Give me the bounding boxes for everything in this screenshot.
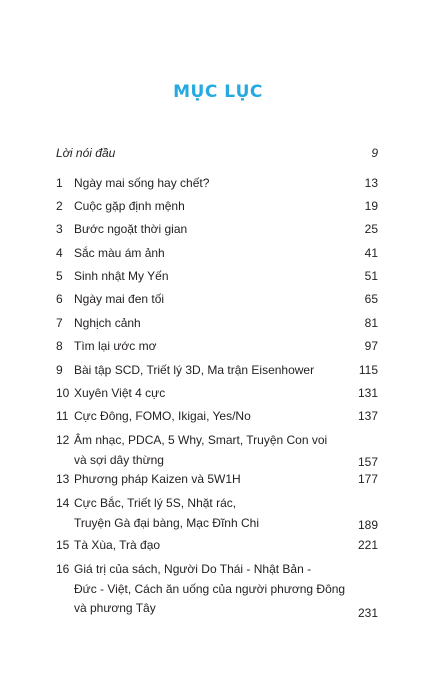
- page-number: 177: [357, 472, 378, 487]
- page-number: 13: [364, 176, 378, 191]
- chapter-title: [74, 315, 346, 334]
- toc-entry[interactable]: [56, 362, 378, 379]
- page-number: 51: [364, 269, 378, 284]
- chapter-title: [74, 291, 346, 310]
- chapter-title-line: Âm nhạc, PDCA, 5 Why, Smart, Truyện Con voi: [74, 433, 328, 448]
- page-number: 221: [357, 538, 378, 553]
- page-number: 157: [357, 455, 378, 470]
- toc-entry[interactable]: [56, 268, 378, 285]
- preface-page-number: 9: [371, 146, 378, 160]
- chapter-title-line: Tìm lại ước mơ: [74, 339, 157, 354]
- chapter-title-line: Xuyên Việt 4 cực: [74, 386, 166, 401]
- chapter-title-line: Giá trị của sách, Người Do Thái - Nhật Bản -: [74, 562, 312, 577]
- chapter-title-line: Đức - Việt, Cách ăn uống của người phương Đông: [74, 581, 346, 596]
- chapter-number: 14: [56, 496, 70, 510]
- chapter-number: 13: [56, 472, 70, 486]
- toc-entry[interactable]: [56, 175, 378, 192]
- chapter-number: 8: [56, 339, 63, 353]
- page-number: 189: [357, 518, 378, 533]
- toc-entry[interactable]: [56, 385, 378, 402]
- preface-entry[interactable]: [56, 145, 378, 161]
- chapter-number: 6: [56, 292, 63, 306]
- toc-entry[interactable]: [56, 338, 378, 355]
- chapter-title-line: Nghịch cảnh: [74, 316, 141, 331]
- page-number: 65: [364, 292, 378, 307]
- chapter-title: [74, 362, 346, 381]
- chapter-title: [74, 245, 346, 264]
- toc-entry[interactable]: [56, 221, 378, 238]
- page-number: 81: [364, 316, 378, 331]
- chapter-title-line: Cuộc gặp định mệnh: [74, 199, 185, 214]
- chapter-title-line: Phương pháp Kaizen và 5W1H: [74, 472, 241, 487]
- page-title: MỤC LỤC: [173, 82, 263, 102]
- page-number: 19: [364, 199, 378, 214]
- toc-entry[interactable]: [56, 291, 378, 308]
- chapter-title-line: Sắc màu ám ảnh: [74, 246, 165, 261]
- page-number: 41: [364, 246, 378, 261]
- preface-label: Lời nói đầu: [56, 146, 116, 160]
- chapter-title: [74, 198, 346, 217]
- chapter-title: [74, 408, 346, 427]
- chapter-title: [74, 221, 346, 240]
- chapter-number: 15: [56, 538, 70, 552]
- chapter-title-line: Ngày mai sống hay chết?: [74, 176, 210, 191]
- chapter-title: [74, 432, 346, 471]
- toc-entry[interactable]: [56, 198, 378, 215]
- toc-entry[interactable]: [56, 315, 378, 332]
- chapter-title: [74, 385, 346, 404]
- page-number: 115: [358, 363, 378, 378]
- chapter-title-line: và sợi dây thừng: [74, 452, 164, 467]
- toc-entry[interactable]: [56, 432, 378, 471]
- chapter-number: 16: [56, 562, 70, 576]
- chapter-title-line: Tà Xùa, Trà đạo: [74, 538, 161, 553]
- chapter-title-line: Bước ngoặt thời gian: [74, 222, 188, 237]
- chapter-number: 7: [56, 316, 63, 330]
- chapter-title: [74, 338, 346, 357]
- toc-entry[interactable]: [56, 471, 378, 488]
- chapter-number: 9: [56, 363, 63, 377]
- chapter-number: 1: [56, 176, 63, 190]
- chapter-number: 5: [56, 269, 63, 283]
- toc-entry[interactable]: [56, 245, 378, 262]
- page-number: 97: [364, 339, 378, 354]
- page-number: 137: [357, 409, 378, 424]
- page-number: 131: [357, 386, 378, 401]
- toc-entry[interactable]: [56, 561, 378, 622]
- toc-entry[interactable]: [56, 408, 378, 425]
- chapter-title: [74, 471, 346, 490]
- chapter-title: [74, 537, 346, 556]
- chapter-title-line: Cực Bắc, Triết lý 5S, Nhặt rác,: [74, 496, 237, 511]
- chapter-title-line: Truyện Gà đại bàng, Mạc Đĩnh Chi: [74, 515, 259, 530]
- chapter-number: 12: [56, 433, 70, 447]
- chapter-title: [74, 561, 346, 619]
- chapter-number: 11: [56, 409, 69, 423]
- chapter-title-line: Sinh nhật My Yến: [74, 269, 169, 284]
- chapter-number: 4: [56, 246, 63, 260]
- chapter-title: [74, 495, 346, 534]
- page-number: 25: [364, 222, 378, 237]
- page-number: 231: [357, 606, 378, 621]
- chapter-number: 10: [56, 386, 70, 400]
- chapter-title-line: Ngày mai đen tối: [74, 292, 165, 307]
- chapter-title-line: và phương Tây: [74, 600, 156, 615]
- toc-entry[interactable]: [56, 495, 378, 534]
- chapter-title: [74, 175, 346, 194]
- chapter-title-line: Bài tập SCD, Triết lý 3D, Ma trận Eisenhower: [74, 363, 315, 378]
- chapter-number: 3: [56, 222, 63, 236]
- chapter-number: 2: [56, 199, 63, 213]
- chapter-title: [74, 268, 346, 287]
- chapter-title-line: Cực Đông, FOMO, Ikigai, Yes/No: [74, 409, 251, 424]
- toc-entry[interactable]: [56, 537, 378, 554]
